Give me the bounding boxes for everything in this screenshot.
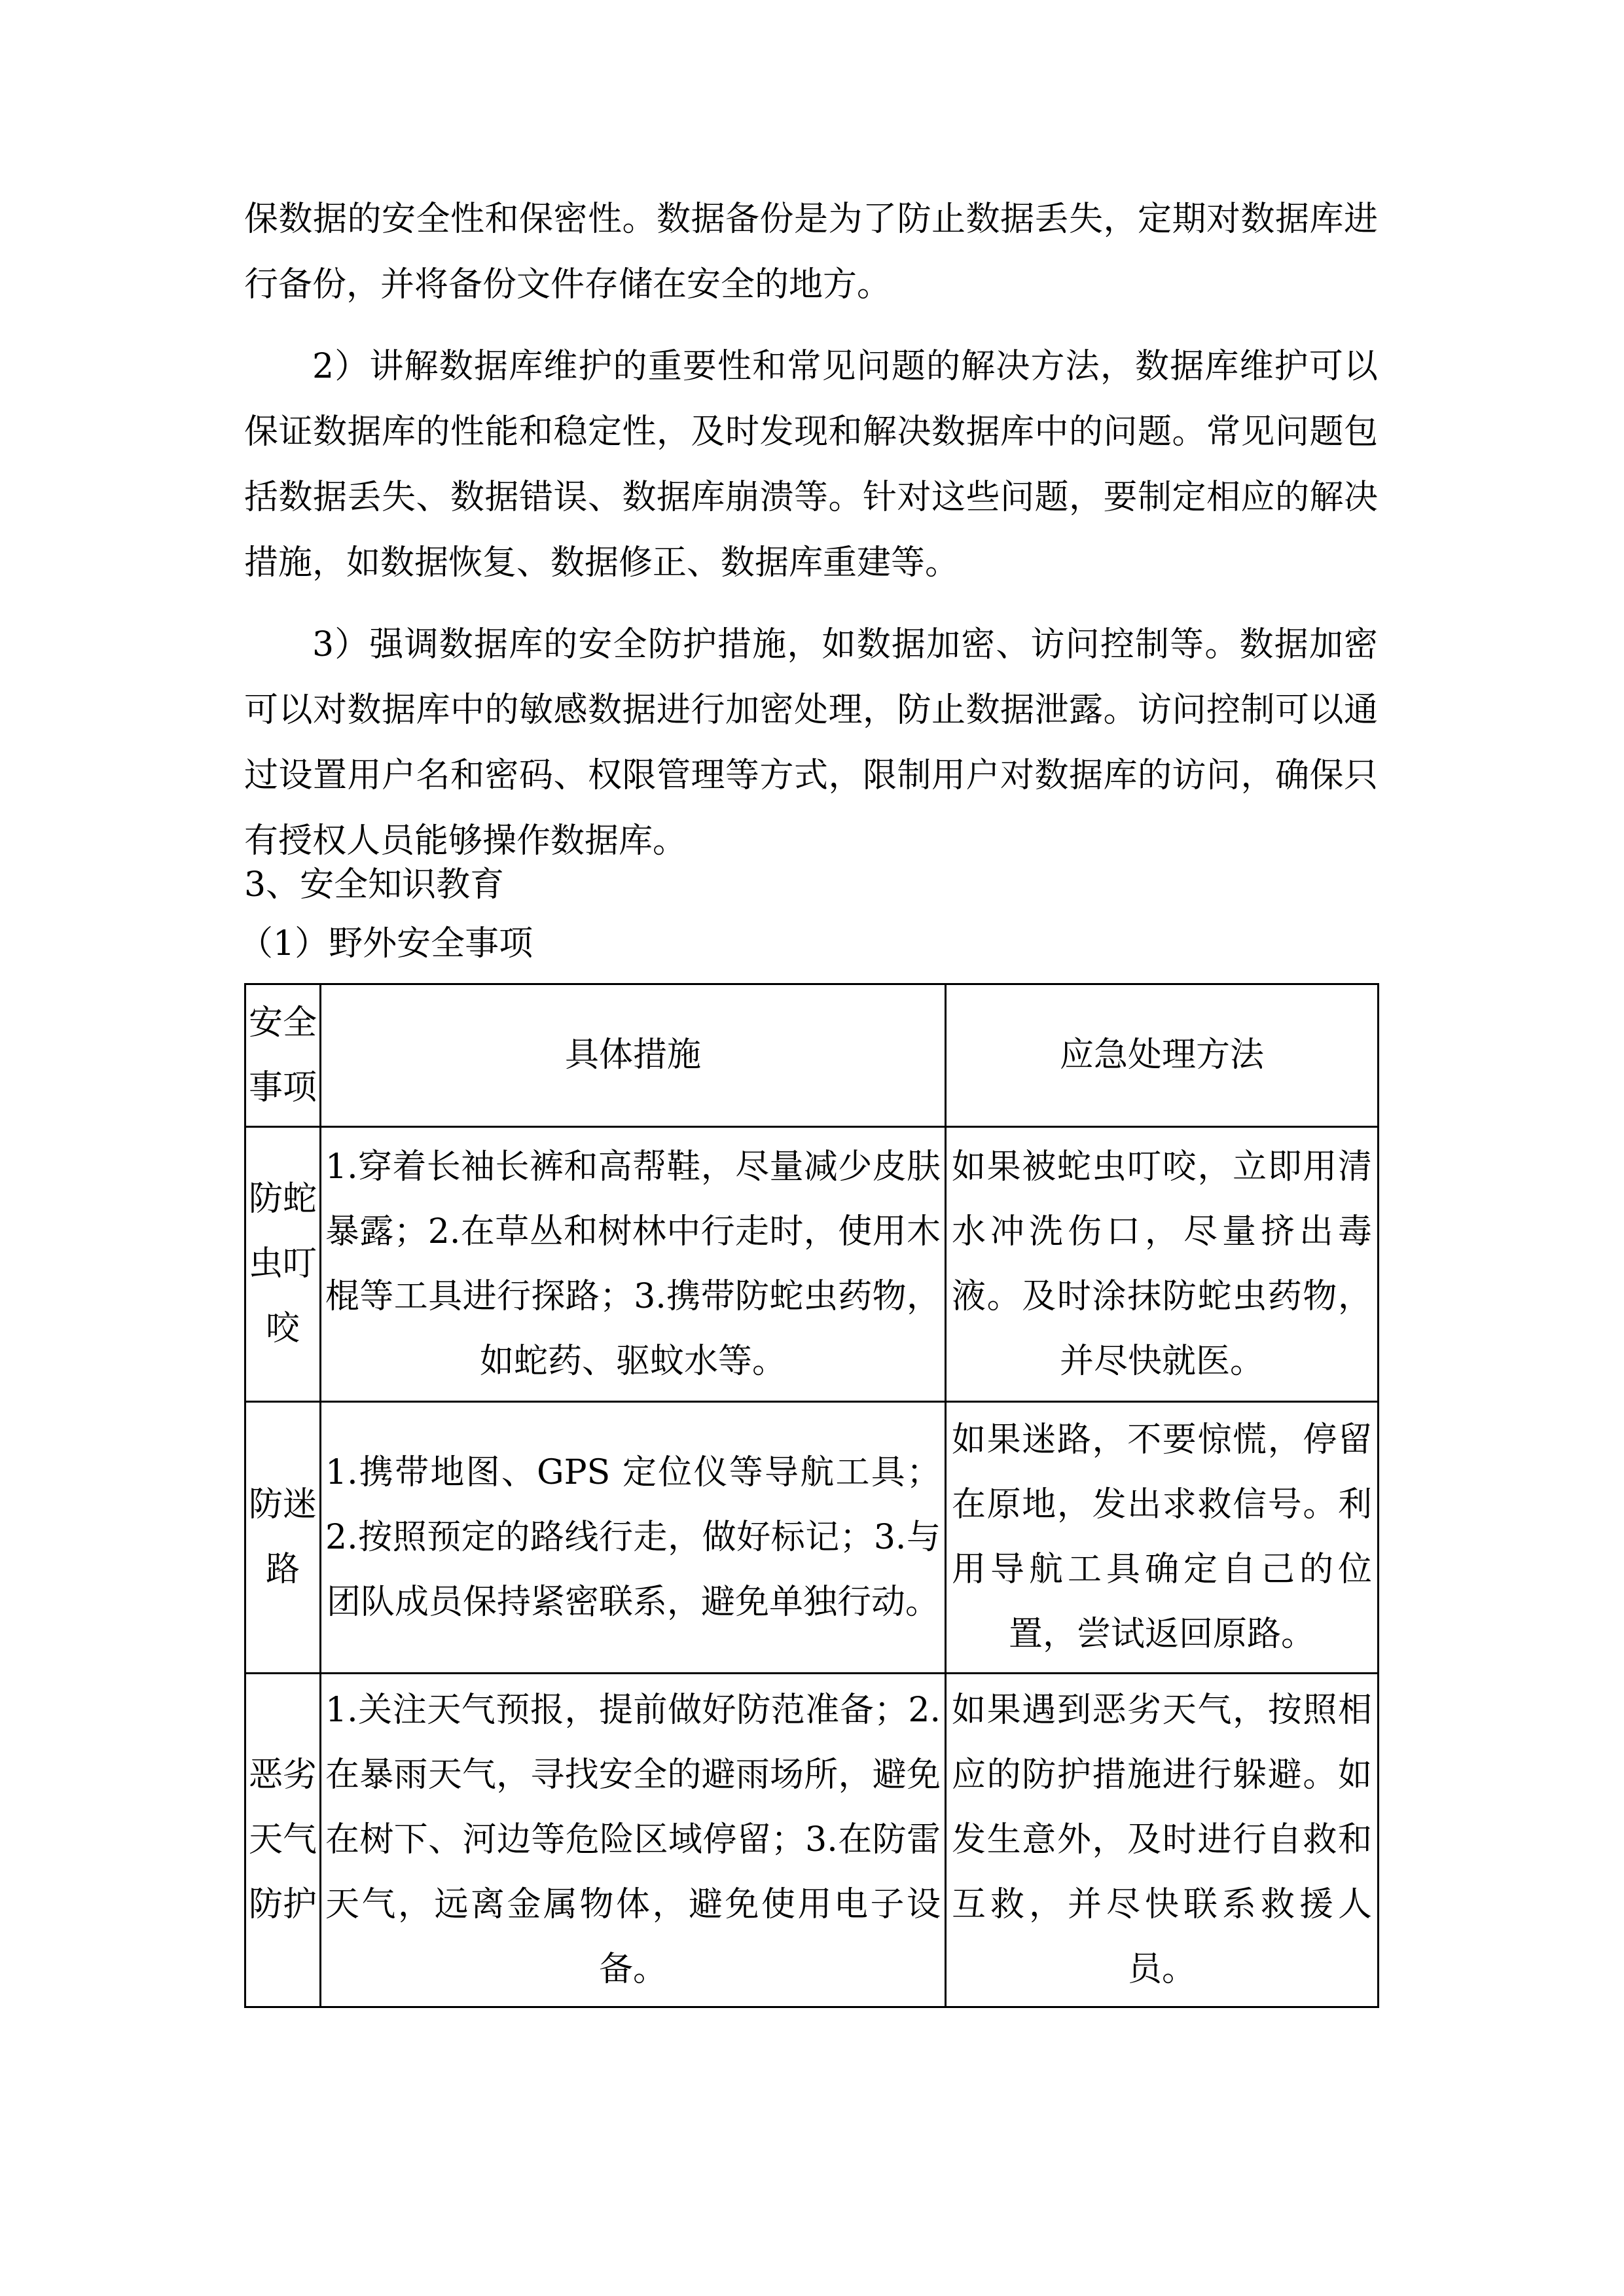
section-heading: 3、安全知识教育: [244, 865, 505, 905]
subsection-heading: （1）野外安全事项: [239, 924, 533, 963]
paragraph-maintenance: 2）讲解数据库维护的重要性和常见问题的解决方法，数据库维护可以保证数据库的性能和稳定性，及时发现和解决数据库中的问题。常见问题包括数据丢失、数据错误、数据库崩溃等。针对这些问题，要制定相应的解决措施，如数据恢复、数据修正、数据库重建等。: [244, 347, 1378, 583]
table-header-row: [245, 984, 1379, 1127]
row-measures: 1.穿着长袖长裤和高帮鞋，尽量减少皮肤暴露；2.在草丛和树林中行走时，使用木棍等工具进行探路；3.携带防蛇虫药物，如蛇药、驱蚊水等。: [321, 1127, 946, 1402]
header-measures: 具体措施: [321, 984, 946, 1127]
row-emergency: 如果被蛇虫叮咬，立即用清水冲洗伤口，尽量挤出毒液。及时涂抹防蛇虫药物，并尽快就医。: [946, 1127, 1379, 1402]
table-row: [245, 1127, 1379, 1402]
table-row: [245, 1674, 1379, 2007]
field-safety-table: [244, 983, 1379, 2008]
row-measures: 1.关注天气预报，提前做好防范准备；2.在暴雨天气，寻找安全的避雨场所，避免在树下、河边等危险区域停留；3.在防雷天气，远离金属物体，避免使用电子设备。: [321, 1674, 946, 2007]
row-item: 防蛇虫叮咬: [245, 1127, 321, 1402]
paragraph-security: 3）强调数据库的安全防护措施，如数据加密、访问控制等。数据加密可以对数据库中的敏感数据进行加密处理，防止数据泄露。访问控制可以通过设置用户名和密码、权限管理等方式，限制用户对数据库的访问，确保只有授权人员能够操作数据库。: [244, 625, 1378, 861]
row-emergency: 如果迷路，不要惊慌，停留在原地，发出求救信号。利用导航工具确定自己的位置，尝试返回原路。: [946, 1402, 1379, 1674]
header-emergency: 应急处理方法: [946, 984, 1379, 1127]
paragraph-backup: 保数据的安全性和保密性。数据备份是为了防止数据丢失，定期对数据库进行备份，并将备份文件存储在安全的地方。: [244, 200, 1378, 304]
row-emergency: 如果遇到恶劣天气，按照相应的防护措施进行躲避。如发生意外，及时进行自救和互救，并尽快联系救援人员。: [946, 1674, 1379, 2007]
row-item: 恶劣天气防护: [245, 1674, 321, 2007]
row-measures: 1.携带地图、GPS 定位仪等导航工具；2.按照预定的路线行走，做好标记；3.与团队成员保持紧密联系，避免单独行动。: [321, 1402, 946, 1674]
table-row: [245, 1402, 1379, 1674]
row-item: 防迷路: [245, 1402, 321, 1674]
header-item: 安全事项: [245, 984, 321, 1127]
